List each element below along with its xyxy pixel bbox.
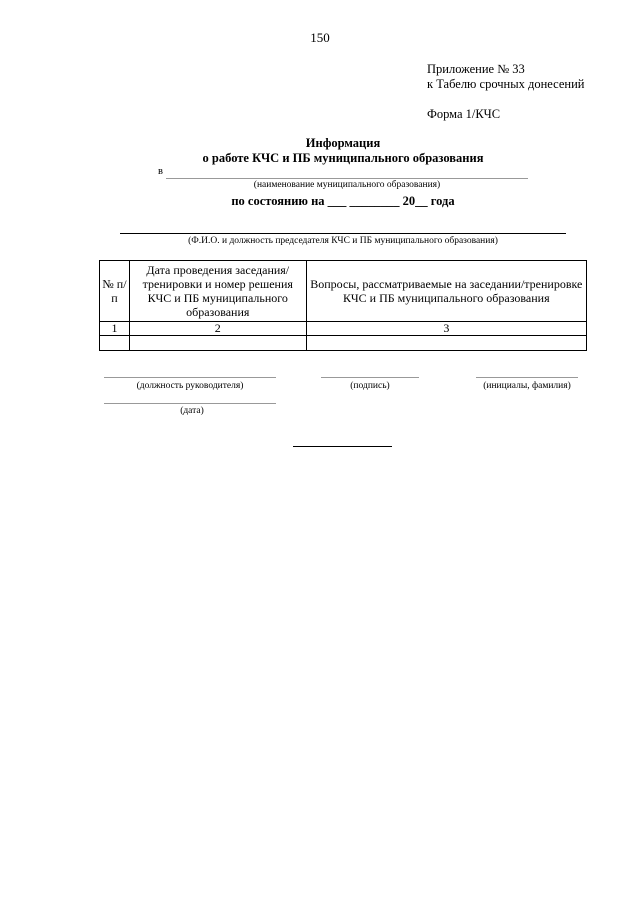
table-number-row bbox=[100, 322, 587, 336]
date-signature-line bbox=[104, 403, 276, 404]
table-cell bbox=[129, 336, 306, 351]
name-caption: (инициалы, фамилия) bbox=[483, 381, 571, 391]
in-label: в bbox=[158, 166, 163, 177]
municipality-caption: (наименование муниципального образования) bbox=[253, 180, 441, 190]
page-number: 150 bbox=[310, 30, 330, 45]
as-of-date-line: по состоянию на ___ ________ 20__ года bbox=[231, 194, 455, 208]
title-line-2: о работе КЧС и ПБ муниципального образования bbox=[202, 151, 484, 165]
header-number: № п/п bbox=[100, 261, 130, 322]
chairman-caption: (Ф.И.О. и должность председателя КЧС и ПБ муниципального образования) bbox=[188, 236, 498, 246]
header-date: Дата проведения заседания/тренировки и номер решения КЧС и ПБ муниципального образования bbox=[129, 261, 306, 322]
report-table bbox=[99, 260, 587, 351]
appendix-source: к Табелю срочных донесений bbox=[427, 77, 585, 91]
date-caption: (дата) bbox=[180, 406, 204, 416]
appendix-reference bbox=[427, 62, 584, 92]
position-signature-line bbox=[104, 377, 276, 378]
table-row bbox=[100, 336, 587, 351]
signature-caption: (подпись) bbox=[350, 381, 390, 391]
title-line-1: Информация bbox=[305, 136, 381, 150]
appendix-number: Приложение № 33 bbox=[427, 62, 525, 76]
signature-line bbox=[321, 377, 419, 378]
municipality-field-line bbox=[166, 178, 528, 179]
position-caption: (должность руководителя) bbox=[136, 381, 244, 391]
form-code: Форма 1/КЧС bbox=[427, 107, 501, 121]
column-number-1: 1 bbox=[100, 322, 130, 336]
end-of-form-line bbox=[293, 446, 392, 447]
column-number-2: 2 bbox=[129, 322, 306, 336]
column-number-3: 3 bbox=[306, 322, 586, 336]
document-title bbox=[0, 136, 640, 166]
chairman-field-line bbox=[120, 233, 566, 234]
table-cell bbox=[306, 336, 586, 351]
header-questions: Вопросы, рассматриваемые на заседании/тренировке КЧС и ПБ муниципального образования bbox=[306, 261, 586, 322]
name-signature-line bbox=[476, 377, 578, 378]
table-cell bbox=[100, 336, 130, 351]
table-header-row bbox=[100, 261, 587, 322]
